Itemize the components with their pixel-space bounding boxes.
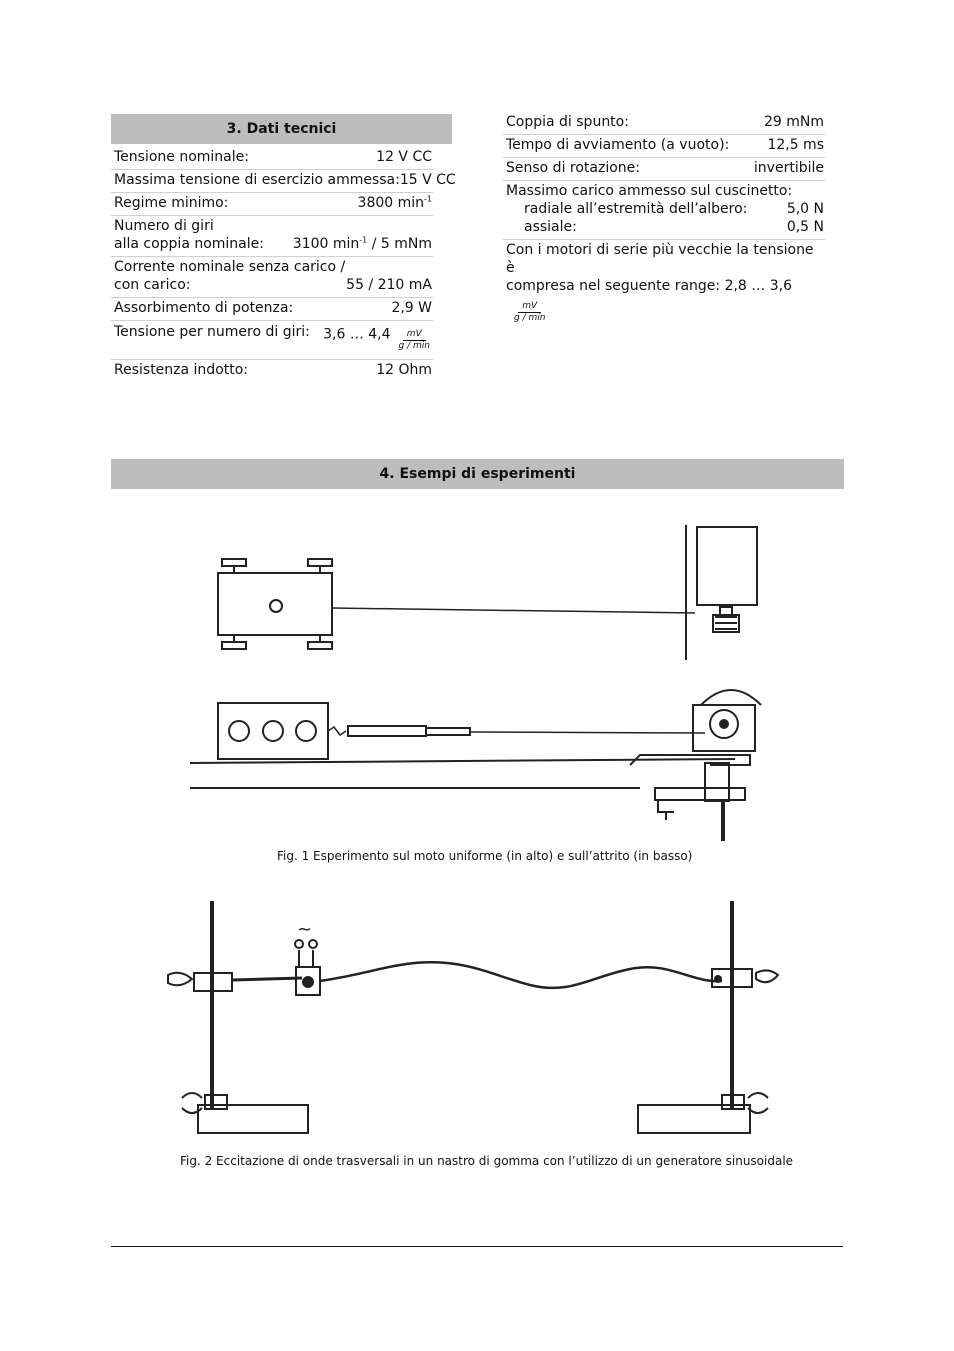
spec-value	[323, 323, 432, 351]
spec-corrente-nominale	[114, 258, 432, 294]
divider	[111, 256, 433, 257]
spec-label	[114, 217, 264, 253]
spec-value-main: 3800 min	[357, 195, 425, 211]
spec-massima-tensione	[114, 171, 456, 189]
spec-carico-radiale	[524, 200, 824, 218]
spec-senso-rotazione	[506, 159, 824, 177]
spec-sub-label: radiale all’estremità dell’albero:	[524, 201, 748, 217]
spec-tensione-nominale	[114, 148, 432, 166]
unit-fraction	[512, 301, 547, 324]
divider	[111, 320, 433, 321]
sine-generator-drawing	[295, 919, 320, 995]
spec-regime-minimo	[114, 194, 432, 212]
figure-1-caption: Fig. 1 Esperimento sul moto uniforme (in alto) e sull’attrito (in basso)	[277, 849, 693, 863]
spec-assorbimento	[114, 299, 432, 317]
spec-sub-value: 0,5 N	[786, 219, 824, 235]
spec-note-vecchie-serie	[506, 241, 824, 323]
spec-value	[293, 217, 432, 253]
section-3-header: 3. Dati tecnici	[111, 114, 452, 144]
note-line: Con i motori di serie più vecchie la tensione è	[506, 242, 814, 276]
motor-drawing-top	[697, 527, 757, 632]
spec-label-line: alla coppia nominale:	[114, 236, 264, 252]
note-line: compresa nel seguente range: 2,8 … 3,6	[506, 278, 793, 294]
spec-value: 55 / 210 mA	[346, 277, 432, 293]
spec-label-line: Numero di giri	[114, 218, 214, 234]
left-stand-drawing	[168, 901, 308, 1133]
spec-sub-value: 5,0 N	[786, 201, 824, 217]
motor-drawing-bottom	[693, 690, 761, 751]
spec-value: 2,9 W	[391, 300, 432, 316]
fraction-denominator: g / min	[398, 341, 430, 351]
spec-label: Resistenza indotto:	[114, 362, 249, 378]
spec-value: 15 V CC	[399, 172, 456, 188]
figure-2-caption: Fig. 2 Eccitazione di onde trasversali in un nastro di gomma con l’utilizzo di un generatore sinusoidale	[180, 1154, 794, 1168]
spec-value-main: 3100 min	[292, 236, 360, 252]
spec-massimo-carico	[506, 182, 824, 200]
footer-rule	[111, 1246, 843, 1247]
spec-label: Massima tensione di esercizio ammessa:	[114, 172, 400, 188]
divider	[111, 169, 433, 170]
spec-resistenza	[114, 361, 432, 379]
fraction-denominator: g / min	[514, 313, 546, 323]
spec-value: invertibile	[753, 160, 824, 176]
meter-box-drawing	[218, 703, 328, 759]
divider	[111, 297, 433, 298]
spec-tensione-giri	[114, 323, 432, 357]
spec-label	[114, 258, 345, 294]
fraction-numerator: mV	[518, 301, 541, 313]
spec-value-tail: / 5 mNm	[367, 236, 432, 252]
figure-1-illustration	[180, 505, 780, 845]
right-stand-drawing	[638, 901, 778, 1133]
spec-value-exponent: -1	[424, 194, 432, 204]
unit-fraction	[397, 329, 432, 352]
divider	[111, 215, 433, 216]
divider	[503, 157, 825, 158]
spec-numero-giri	[114, 217, 432, 253]
divider	[111, 359, 433, 360]
spec-label: Massimo carico ammesso sul cuscinetto:	[506, 183, 793, 199]
rubber-band-wave	[320, 962, 722, 988]
spec-carico-assiale	[524, 218, 824, 236]
spec-sub-label: assiale:	[524, 219, 577, 235]
divider	[503, 239, 825, 240]
fraction-numerator: mV	[403, 329, 426, 341]
spec-value	[358, 194, 432, 212]
spec-label: Tempo di avviamento (a vuoto):	[506, 137, 730, 153]
spec-value: 29 mNm	[763, 114, 824, 130]
spec-value-range: 3,6 … 4,4	[323, 326, 391, 343]
spec-coppia-spunto	[506, 113, 824, 131]
spec-label-line: con carico:	[114, 277, 191, 293]
cart-drawing	[218, 559, 332, 649]
spec-label: Assorbimento di potenza:	[114, 300, 294, 316]
spec-value: 12 V CC	[376, 149, 432, 165]
divider	[111, 192, 433, 193]
spec-label: Tensione per numero di giri:	[114, 324, 310, 340]
spec-label: Senso di rotazione:	[506, 160, 640, 176]
spec-label: Regime minimo:	[114, 195, 229, 211]
spec-value-exponent: -1	[359, 235, 368, 245]
spec-label-line: Corrente nominale senza carico /	[114, 259, 346, 275]
spec-tempo-avviamento	[506, 136, 824, 154]
spec-value: 12,5 ms	[767, 137, 824, 153]
figure-2-illustration	[160, 895, 790, 1140]
spec-label: Tensione nominale:	[114, 149, 249, 165]
section-4-header: 4. Esempi di esperimenti	[111, 459, 844, 489]
spec-value: 12 Ohm	[376, 362, 432, 378]
note-line-with-unit	[506, 277, 824, 323]
spec-label: Coppia di spunto:	[506, 114, 629, 130]
divider	[503, 134, 825, 135]
divider	[503, 180, 825, 181]
sine-symbol: ~	[297, 919, 313, 940]
